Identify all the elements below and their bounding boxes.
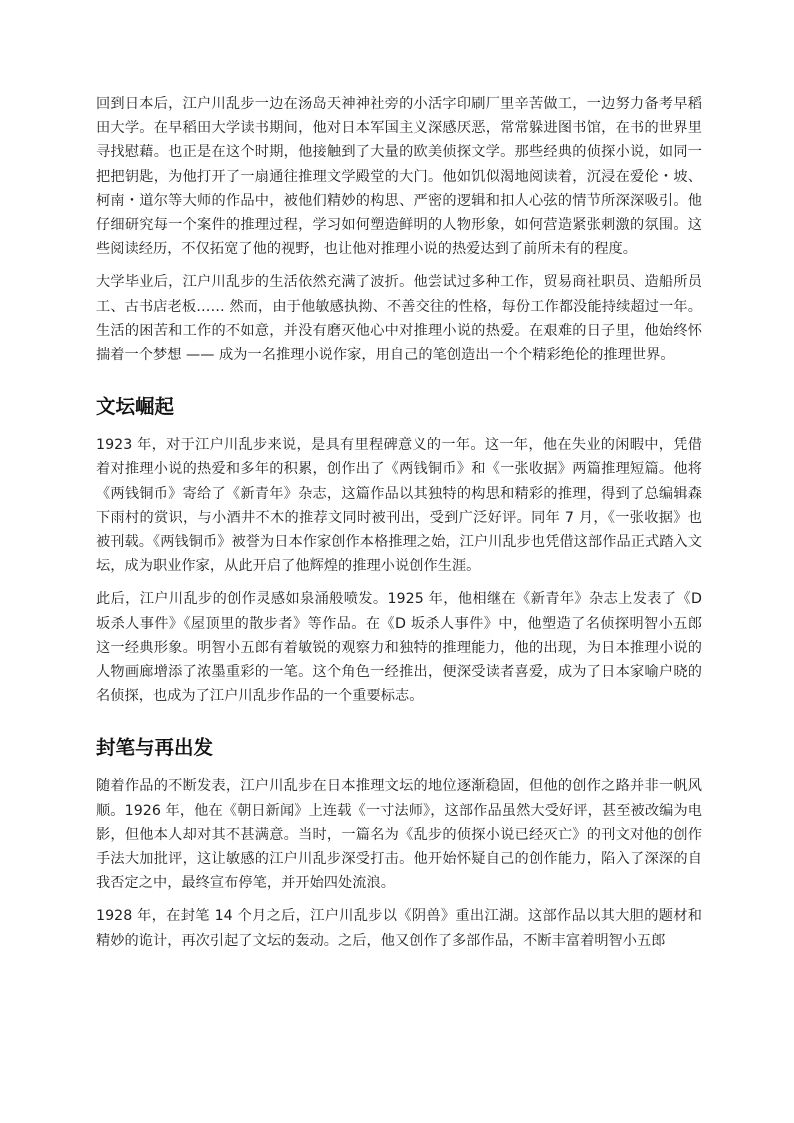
paragraph: 随着作品的不断发表，江户川乱步在日本推理文坛的地位逐渐稳固，但他的创作之路并非一帆风顺。1926 年，他在《朝日新闻》上连载《一寸法师》，这部作品虽然大受好评，甚至被改编为电影，但他本人却对其不甚满意。当时，一篇名为《乱步的侦探小说已经灭亡》的刊文对他的创作手法大加批评，这让敏感的江户川乱步深受打击。他开始怀疑自己的创作能力，陷入了深深的自我否定之中，最终宣布停笔，并开始四处流浪。 [96,778,702,892]
paragraph: 1923 年，对于江户川乱步来说，是具有里程碑意义的一年。这一年，他在失业的闲暇中，凭借着对推理小说的热爱和多年的积累，创作出了《两钱铜币》和《一张收据》两篇推理短篇。他将《两钱铜币》寄给了《新青年》杂志，这篇作品以其独特的构思和精彩的推理，得到了总编辑森下雨村的赏识，与小酒井不木的推荐文同时被刊出，受到广泛好评。同年 7 月，《一张收据》也被刊载。《两钱铜币》被誉为日本作家创作本格推理之始，江户川乱步也凭借这部作品正式踏入文坛，成为职业作家，从此开启了他辉煌的推理小说创作生涯。 [96,437,702,575]
section-intro [96,92,702,367]
document-page [96,92,702,962]
paragraph: 1928 年，在封笔 14 个月之后，江户川乱步以《阴兽》重出江湖。这部作品以其大胆的题材和精妙的诡计，再次引起了文坛的轰动。之后，他又创作了多部作品，不断丰富着明智小五郎 [96,908,702,949]
section-heading: 文坛崛起 [96,395,175,419]
paragraph: 此后，江户川乱步的创作灵感如泉涌般喷发。1925 年，他相继在《新青年》杂志上发表了《D 坂杀人事件》《屋顶里的散步者》等作品。在《D 坂杀人事件》中，他塑造了名侦探明智小五郎这一经典形象。明智小五郎有着敏锐的观察力和独特的推理能力，他的出现，为日本推理小说的人物画廊增添了浓墨重彩的一笔。这个角色一经推出，便深受读者喜爱，成为了日本家喻户晓的名侦探，也成为了江户川乱步作品的一个重要标志。 [96,591,702,705]
paragraph: 回到日本后，江户川乱步一边在汤岛天神神社旁的小活字印刷厂里辛苦做工，一边努力备考早稻田大学。在早稻田大学读书期间，他对日本军国主义深感厌恶，常常躲进图书馆，在书的世界里寻找慰藉。也正是在这个时期，他接触到了大量的欧美侦探文学。那些经典的侦探小说，如同一把把钥匙，为他打开了一扇通往推理文学殿堂的大门。他如饥似渴地阅读着，沉浸在爱伦・坡、柯南・道尔等大师的作品中，被他们精妙的构思、严密的逻辑和扣人心弦的情节所深深吸引。他仔细研究每一个案件的推理过程，学习如何塑造鲜明的人物形象，如何营造紧张刺激的氛围。这些阅读经历，不仅拓宽了他的视野，也让他对推理小说的热爱达到了前所未有的程度。 [96,96,702,258]
section-restart [96,734,702,952]
section-heading: 封笔与再出发 [96,736,214,760]
section-rise [96,393,702,708]
paragraph: 大学毕业后，江户川乱步的生活依然充满了波折。他尝试过多种工作，贸易商社职员、造船所员工、古书店老板…… 然而，由于他敏感执拗、不善交往的性格，每份工作都没能持续超过一年。生活的困苦和工作的不如意，并没有磨灭他心中对推理小说的热爱。在艰难的日子里，他始终怀揣着一个梦想 —— 成为一名推理小说作家，用自己的笔创造出一个个精彩绝伦的推理世界。 [96,274,702,364]
